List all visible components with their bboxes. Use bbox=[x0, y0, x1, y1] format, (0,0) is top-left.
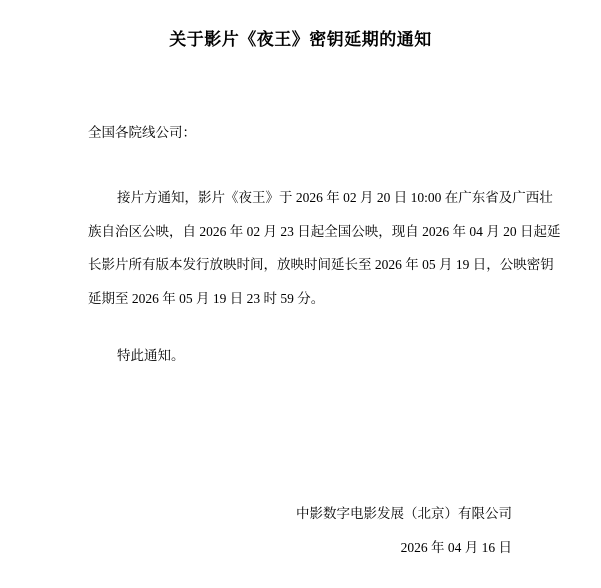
notice-closing: 特此通知。 bbox=[117, 348, 185, 363]
notice-body bbox=[88, 181, 561, 315]
notice-body-line: 族自治区公映，自 2026 年 02 月 23 日起全国公映，现自 2026 年 04 月 20 日起延 bbox=[88, 223, 561, 239]
notice-title: 关于影片《夜王》密钥延期的通知 bbox=[169, 30, 432, 49]
notice-date: 2026 年 04 月 16 日 bbox=[400, 540, 512, 555]
notice-body-line: 长影片所有版本发行放映时间，放映时间延长至 2026 年 05 月 19 日，公映密钥 bbox=[88, 257, 554, 272]
notice-body-line: 接片方通知，影片《夜王》于 2026 年 02 月 20 日 10:00 在广东省及广西壮 bbox=[117, 190, 553, 205]
notice-signature-company: 中影数字电影发展（北京）有限公司 bbox=[296, 506, 512, 521]
notice-body-line: 延期至 2026 年 05 月 19 日 23 时 59 分。 bbox=[88, 290, 325, 306]
notice-salutation: 全国各院线公司： bbox=[88, 125, 196, 140]
